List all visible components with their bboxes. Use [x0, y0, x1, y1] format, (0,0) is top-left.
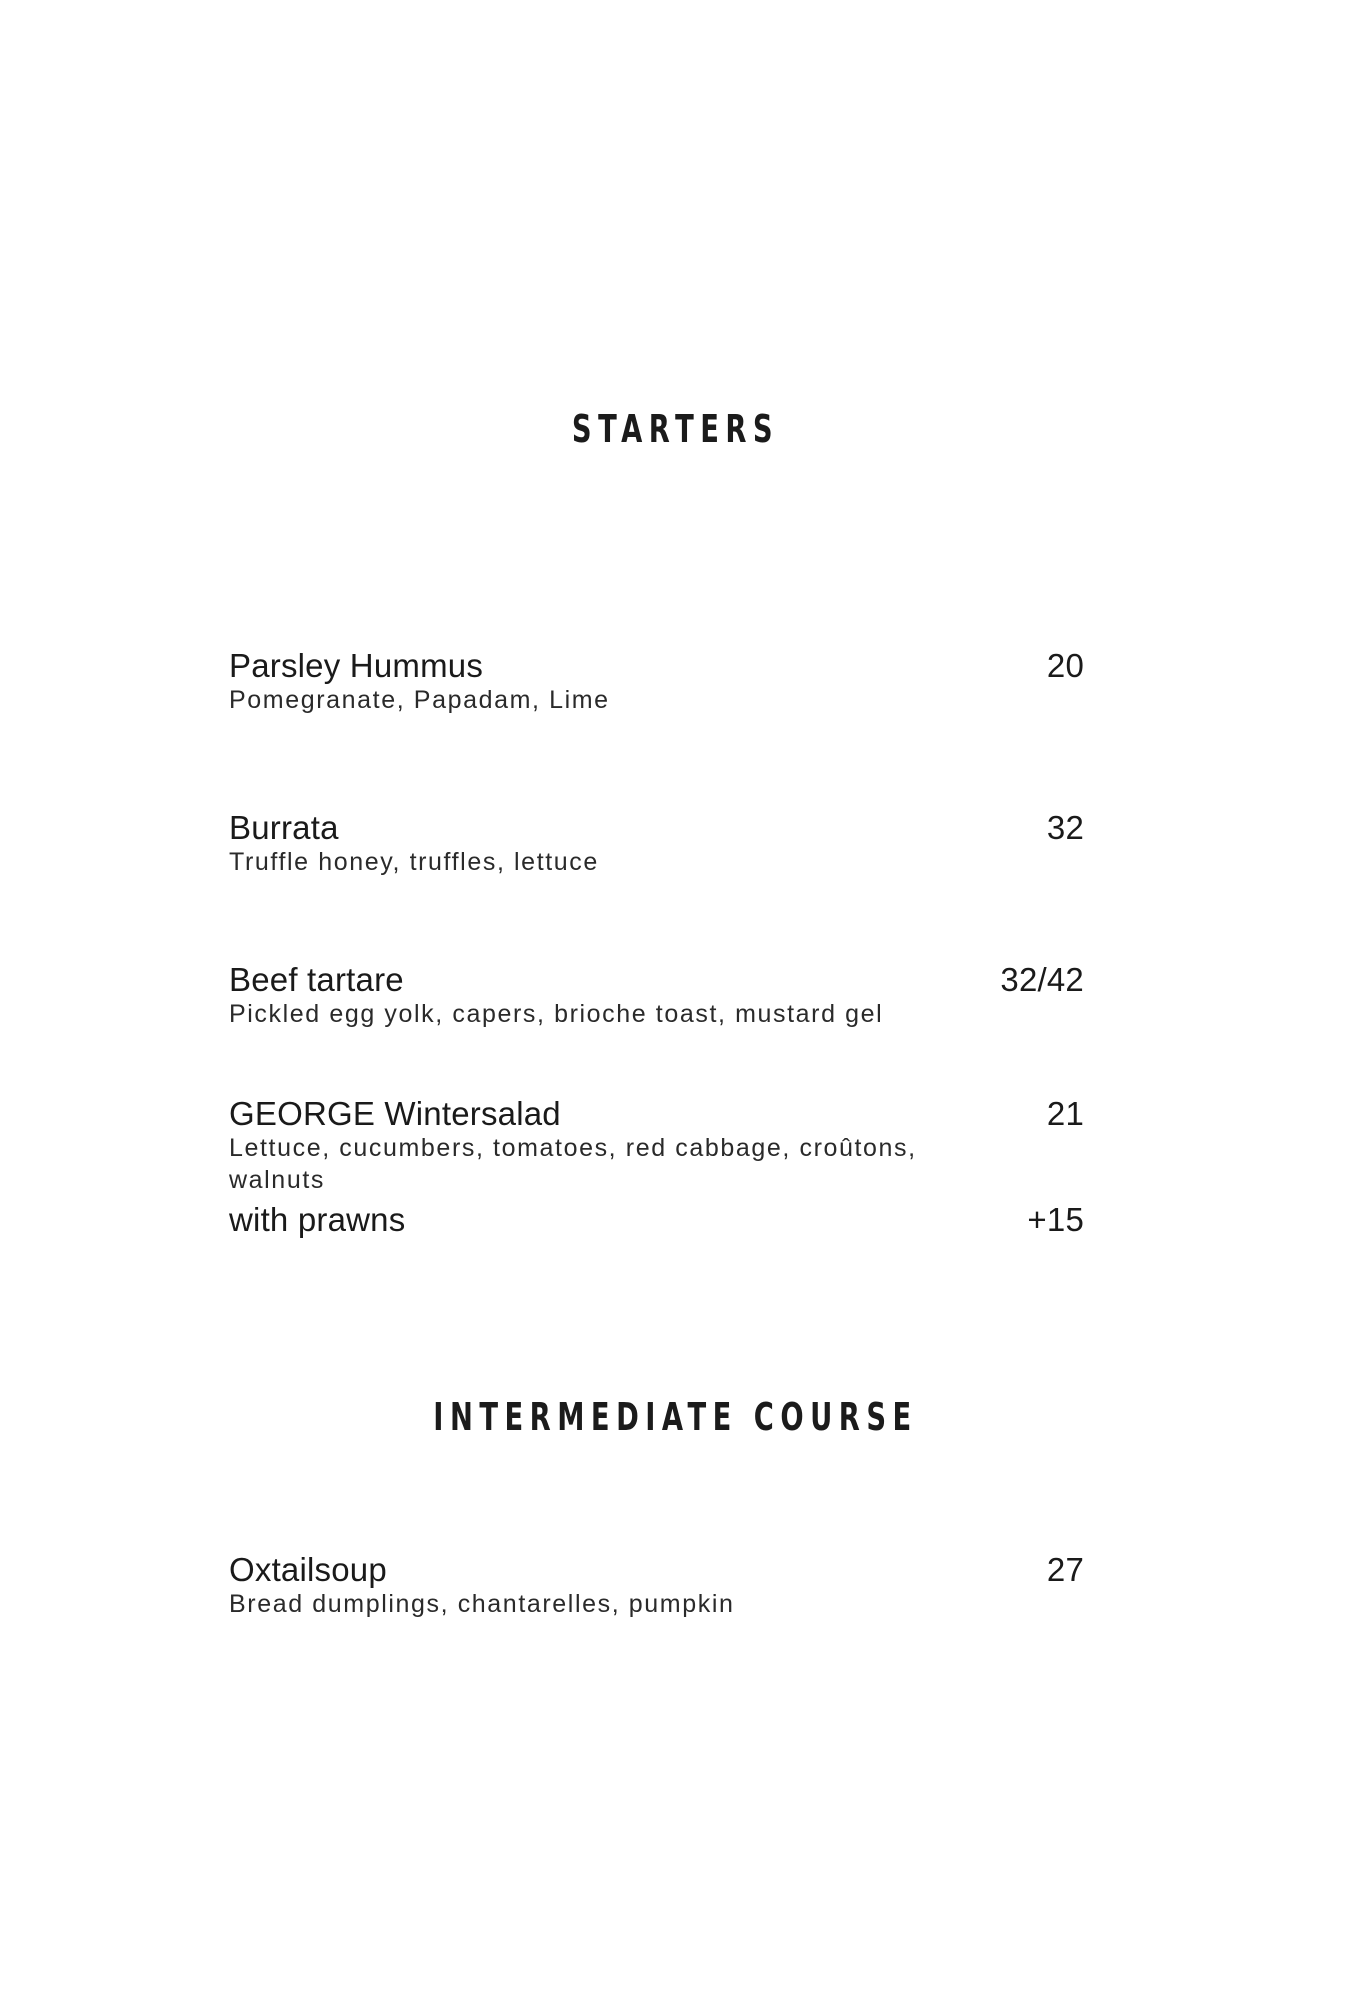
dish-price: 21 [1046, 1095, 1084, 1132]
section-title-starters: STARTERS [571, 407, 780, 451]
dish-name: Burrata [229, 809, 339, 846]
menu-item-beef-tartare [229, 960, 1084, 1030]
dish-price: 27 [1046, 1551, 1084, 1588]
dish-name: Oxtailsoup [229, 1551, 387, 1588]
dish-description: Pomegranate, Papadam, Lime [229, 686, 610, 714]
menu-item-row [229, 960, 1084, 1000]
addon-price: +15 [1027, 1201, 1084, 1238]
menu-item-parsley-hummus [229, 646, 1084, 716]
dish-description: Truffle honey, truffles, lettuce [229, 848, 599, 876]
menu-item-row [229, 1094, 1084, 1134]
dish-name: GEORGE Wintersalad [229, 1095, 561, 1132]
dish-price: 20 [1046, 647, 1084, 684]
dish-description: Pickled egg yolk, capers, brioche toast, mustard gel [229, 1000, 884, 1028]
menu-item-row [229, 1550, 1084, 1590]
menu-item-row [229, 808, 1084, 848]
addon-name: with prawns [229, 1201, 406, 1238]
dish-name: Beef tartare [229, 961, 404, 998]
menu-item-oxtailsoup [229, 1550, 1084, 1620]
menu-item-george-wintersalad [229, 1094, 1084, 1240]
dish-price: 32/42 [1000, 961, 1084, 998]
menu-item-row [229, 646, 1084, 686]
dish-description: Lettuce, cucumbers, tomatoes, red cabbage, croûtons, walnuts [229, 1134, 917, 1194]
menu-item-addon-row [229, 1200, 1084, 1240]
dish-name: Parsley Hummus [229, 647, 484, 684]
section-title-intermediate-course: INTERMEDIATE COURSE [433, 1395, 918, 1439]
dish-description: Bread dumplings, chantarelles, pumpkin [229, 1590, 735, 1618]
dish-price: 32 [1046, 809, 1084, 846]
menu-item-burrata [229, 808, 1084, 878]
